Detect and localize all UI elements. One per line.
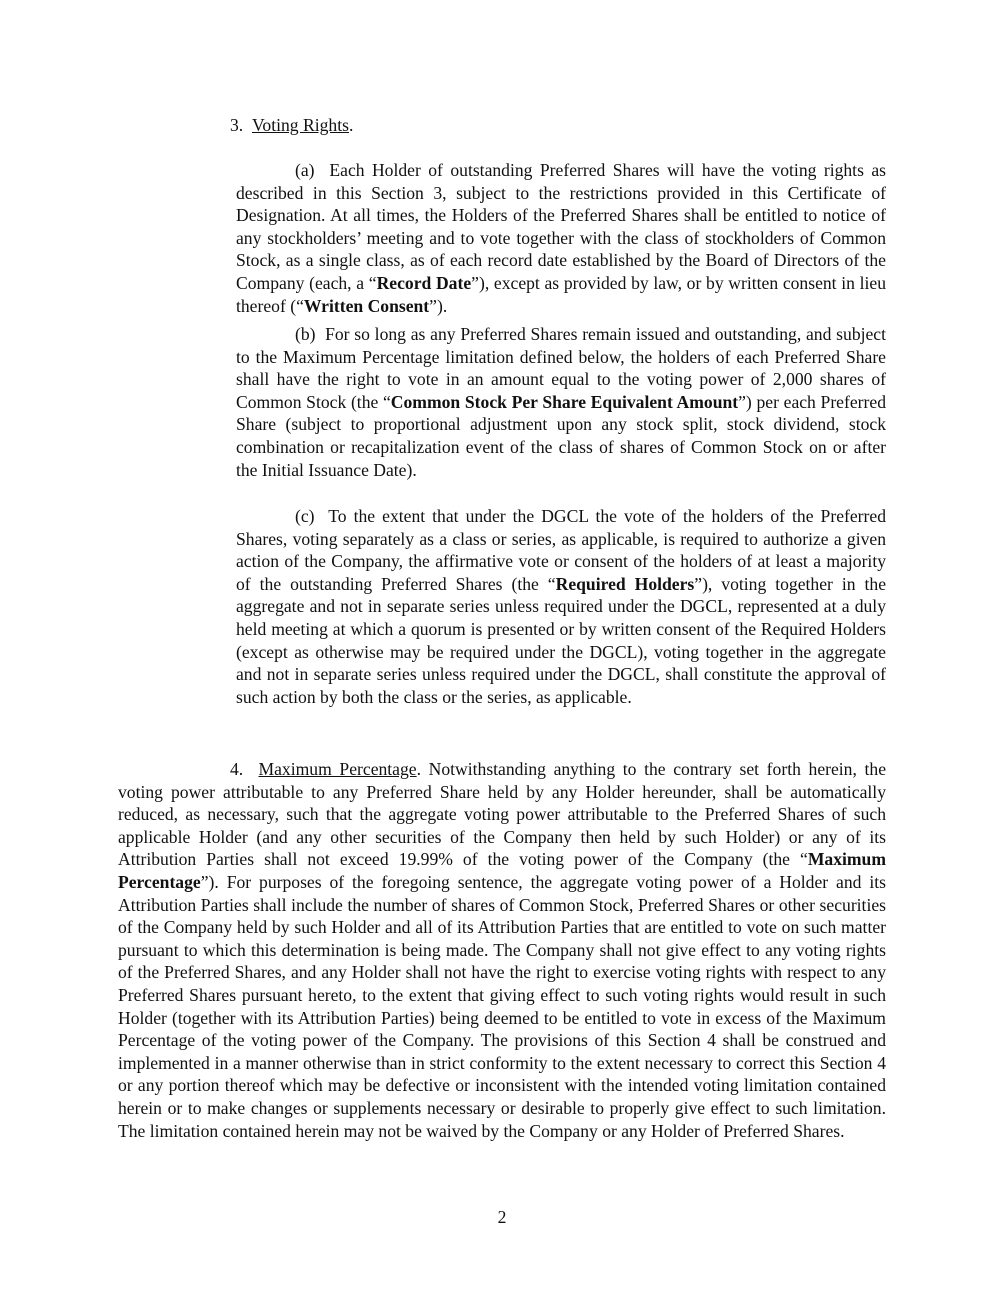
section-3c-label: (c) — [295, 506, 315, 526]
defined-term-maximum-percentage: Maximum Percentage — [118, 849, 886, 892]
section-3-heading: 3. Voting Rights. — [230, 115, 354, 135]
page-number: 2 — [497, 1207, 507, 1227]
section-3a-paragraph: (a) Each Holder of outstanding Preferred Shares will have the voting rights as described in this Section 3, subject to the restrictions provided in this Certificate of Designation. At all times, the Holders of the Preferred Shares shall be entitled to notice of any stockholders’ meeting and to vote together with the class of stockholders of Common Stock, as a single class, as of each record date established by the Board of Directors of the Company (each, a “Record Date”), except as provided by law, or by written consent in lieu thereof (“Written Consent”). — [236, 160, 886, 316]
defined-term-common-stock-per-share-equivalent-amount: Common Stock Per Share Equivalent Amount — [390, 391, 739, 412]
section-3-number: 3. — [230, 115, 244, 135]
section-4-paragraph: 4. Maximum Percentage. Notwithstanding anything to the contrary set forth herein, the voting power attributable to any Preferred Share held by any Holder hereunder, shall be automatically reduced, as necessary, such that the aggregate voting power attributable to the Preferred Shares of such applicable Holder (and any other securities of the Company then held by such Holder) or any of its Attribution Parties shall not exceed 19.99% of the voting power of the Company (the “Maximum Percentage”). For purposes of the foregoing sentence, the aggregate voting power of a Holder and its Attribution Parties shall include the number of shares of Common Stock, Preferred Shares or other securities of the Company held by such Holder and all of its Attribution Parties that are entitled to vote on such matter pursuant to which this determination is being made. The Company shall not give effect to any voting rights of the Preferred Shares, and any Holder shall not have the right to exercise voting rights with respect to any Preferred Shares pursuant hereto, to the extent that giving effect to such voting rights would result in such Holder (together with its Attribution Parties) being deemed to be entitled to vote in excess of the Maximum Percentage of the voting power of the Company. The provisions of this Section 4 shall be construed and implemented in a manner otherwise than in strict conformity to the extent necessary to correct this Section 4 or any portion thereof which may be defective or inconsistent with the intended voting limitation contained herein or to make changes or supplements necessary or desirable to properly give effect to such limitation. The limitation contained herein may not be waived by the Company or any Holder of Preferred Shares. — [118, 759, 887, 1141]
defined-term-written-consent: Written Consent — [303, 295, 430, 316]
section-3b-label: (b) — [295, 324, 316, 344]
section-3b-paragraph: (b) For so long as any Preferred Shares remain issued and outstanding, and subject to the Maximum Percentage limitation defined below, the holders of each Preferred Share shall have the right to vote in an amount equal to the voting power of 2,000 shares of Common Stock (the “Common Stock Per Share Equivalent Amount”) per each Preferred Share (subject to proportional adjustment upon any stock split, stock dividend, stock combination or recapitalization event of the class of shares of Common Stock on or after the Initial Issuance Date). — [236, 324, 887, 480]
section-3c-paragraph: (c) To the extent that under the DGCL the vote of the holders of the Preferred Shares, voting separately as a class or series, as applicable, is required to authorize a given action of the Company, the affirmative vote or consent of the holders of at least a majority of the outstanding Preferred Shares (the “Required Holders”), voting together in the aggregate and not in separate series unless required under the DGCL, represented at a duly held meeting at which a quorum is presented or by written consent of the Required Holders (except as otherwise may be required under the DGCL), voting together in the aggregate and not in separate series unless required under the DGCL, shall constitute the approval of such action by both the class or the series, as applicable. — [236, 506, 887, 707]
section-3a-label: (a) — [295, 160, 315, 180]
defined-term-required-holders: Required Holders — [555, 573, 695, 594]
defined-term-record-date: Record Date — [376, 272, 472, 293]
section-4-number: 4. — [230, 759, 244, 779]
section-3-title: Voting Rights — [252, 115, 349, 135]
section-4-title: Maximum Percentage — [258, 759, 417, 779]
